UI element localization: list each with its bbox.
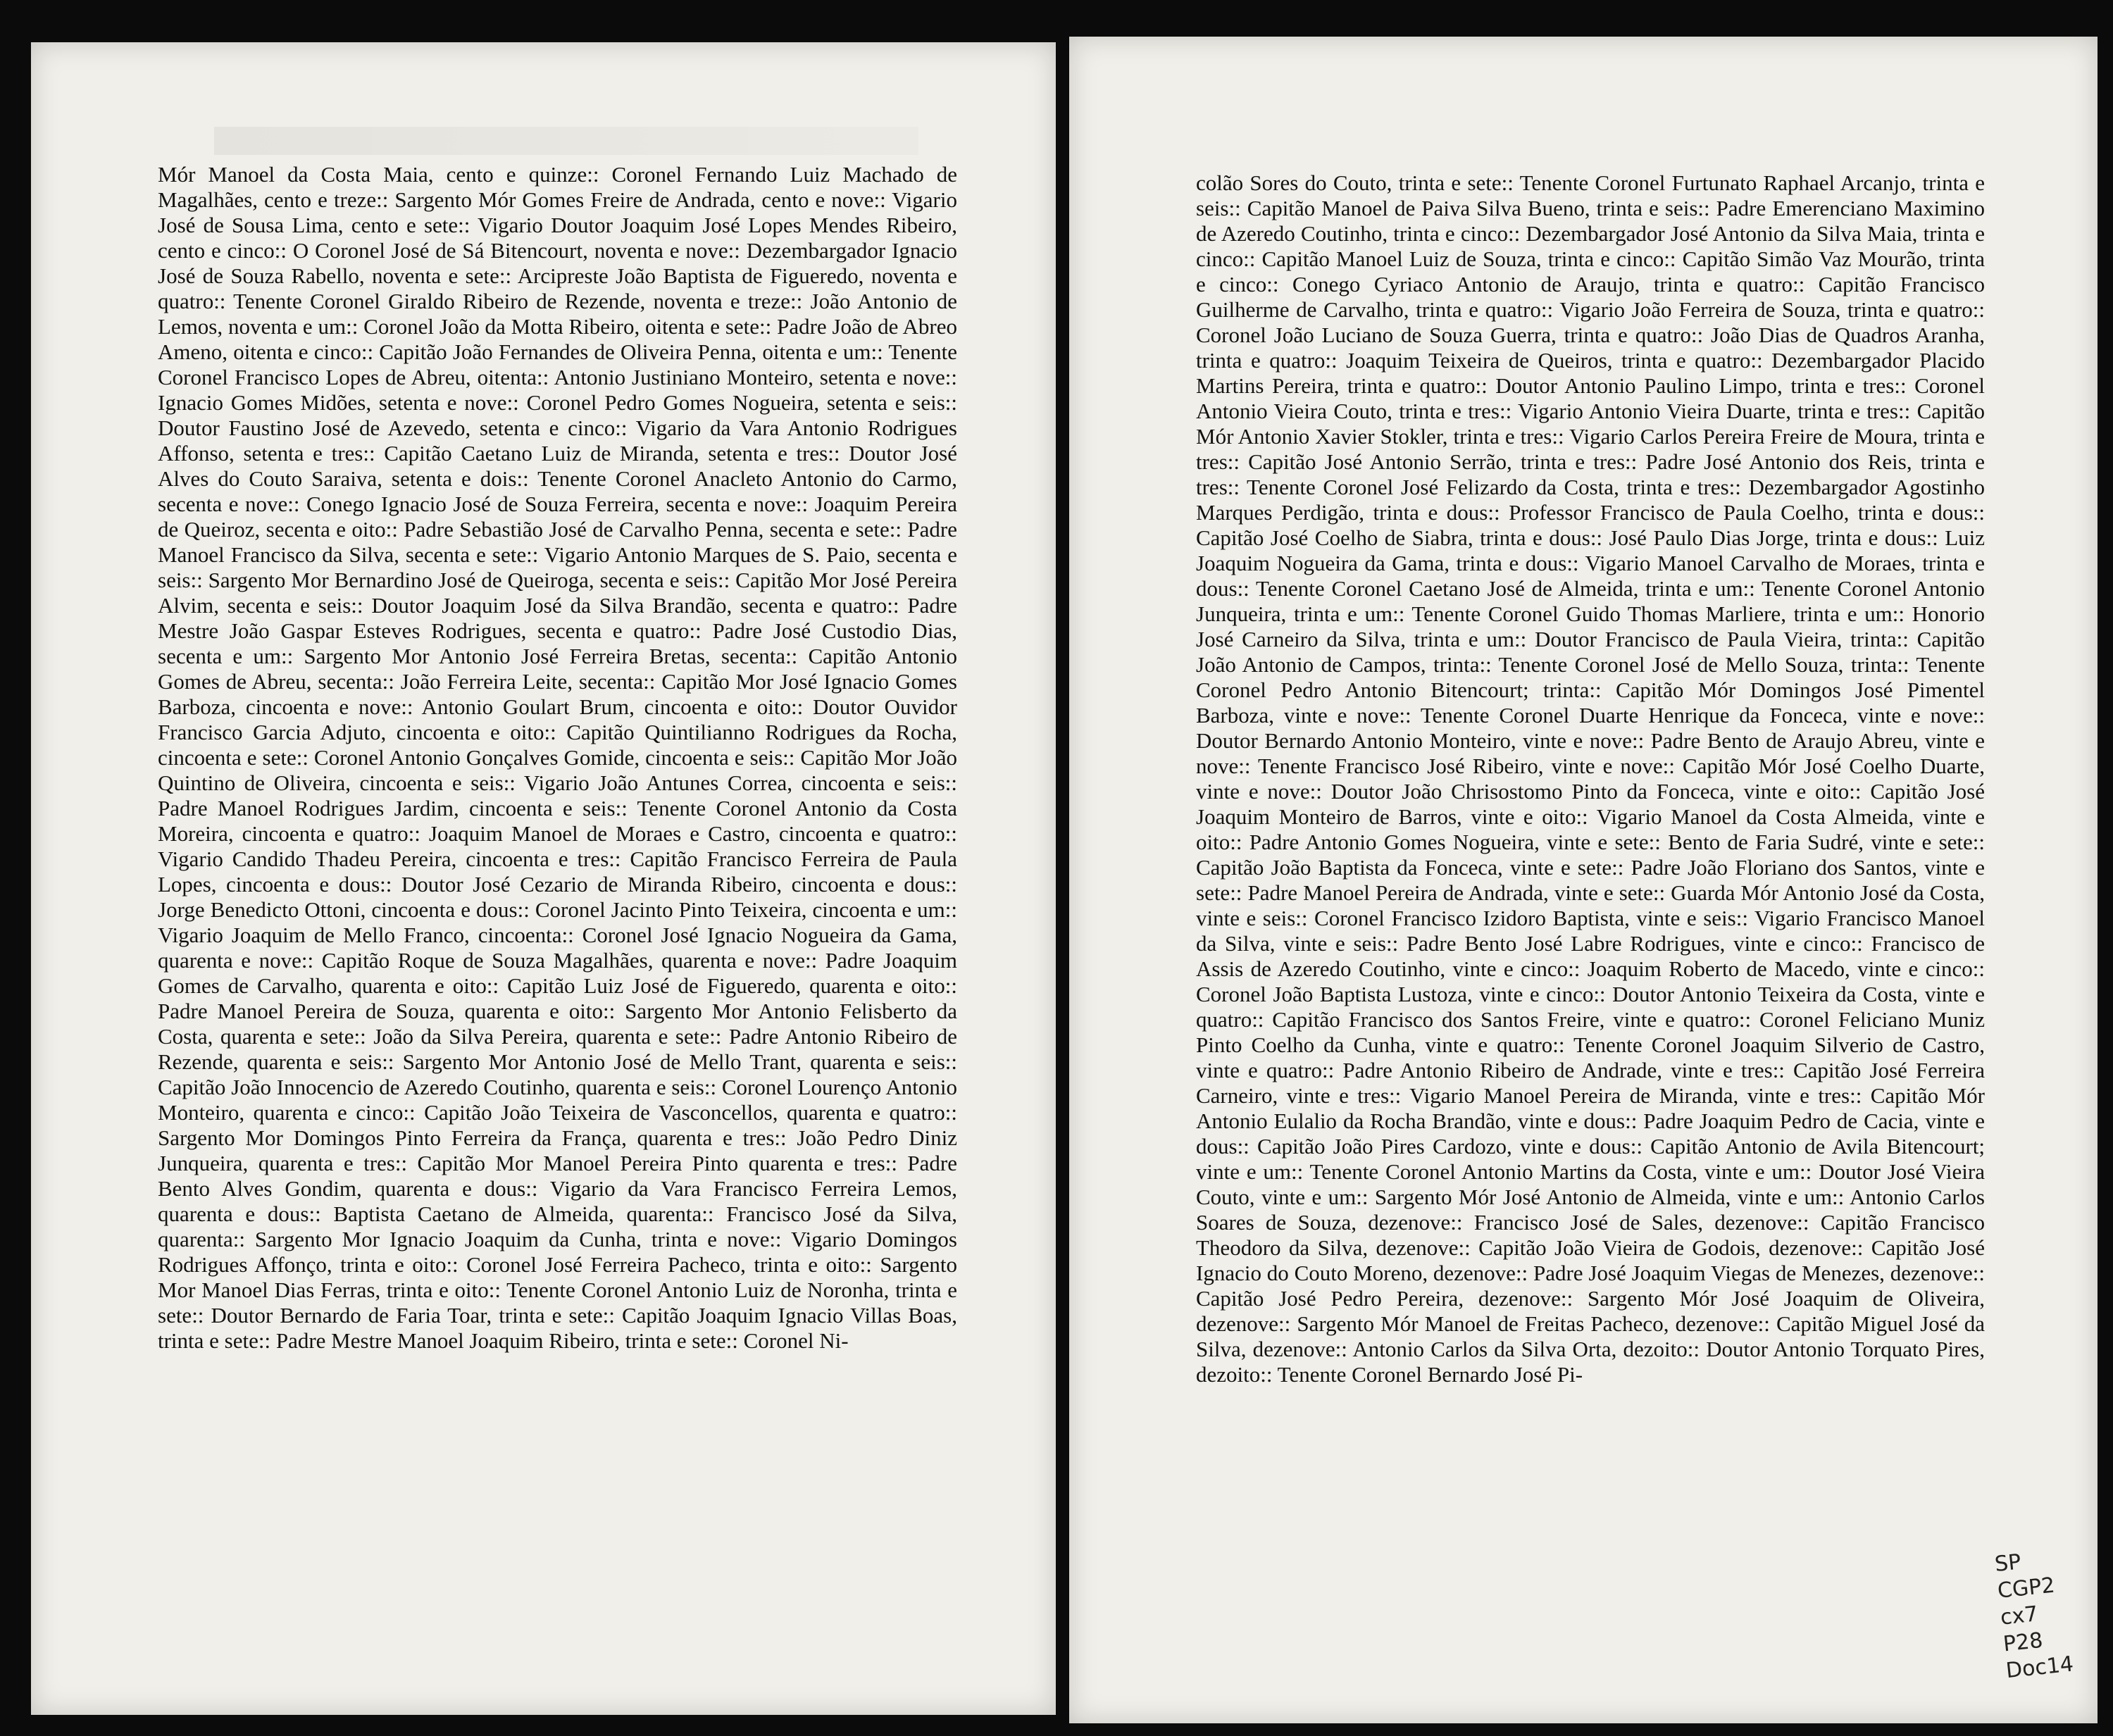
archive-reference-note: [1993, 1544, 2084, 1685]
left-page-text: Mór Manoel da Costa Maia, cento e quinze:: Coronel Fernando Luiz Machado de Magalhães, cento e treze:: Sargento Mór Gomes Freire de Andrada, cento e nove:: Vigario José de Sousa Lima, cento e sete:: Vigario Doutor Joaquim José Lopes Mendes Ribeiro, cento e cinco:: O Coronel José de Sá Bitencourt, noventa e nove:: Dezembargador Ignacio José de Souza Rabello, noventa e sete:: Arcipreste João Baptista de Figueredo, noventa e quatro:: Tenente Coronel Giraldo Ribeiro de Rezende, noventa e treze:: João Antonio de Lemos, noventa e um:: Coronel João da Motta Ribeiro, oitenta e sete:: Padre João de Abreo Ameno, oitenta e cinco:: Capitão João Fernandes de Oliveira Penna, oitenta e um:: Tenente Coronel Francisco Lopes de Abreu, oitenta:: Antonio Justiniano Monteiro, setenta e nove:: Ignacio Gomes Midões, setenta e nove:: Coronel Pedro Gomes Nogueira, setenta e seis:: Doutor Faustino José de Azevedo, setenta e cinco:: Vigario da Vara Antonio Rodrigues Affonso, setenta e tres:: Capitão Caetano Luiz de Miranda, setenta e tres:: Doutor José Alves do Couto Saraiva, setenta e dois:: Tenente Coronel Anacleto Antonio do Carmo, secenta e nove:: Conego Ignacio José de Souza Ferreira, secenta e nove:: Joaquim Pereira de Queiroz, secenta e oito:: Padre Sebastião José de Carvalho Penna, secenta e sete:: Padre Manoel Francisco da Silva, secenta e sete:: Vigario Antonio Marques de S. Paio, secenta e seis:: Sargento Mor Bernardino José de Queiroga, secenta e seis:: Capitão Mor José Pereira Alvim, secenta e seis:: Doutor Joaquim José da Silva Brandão, secenta e quatro:: Padre Mestre João Gaspar Esteves Rodrigues, secenta e quatro:: Padre José Custodio Dias, secenta e um:: Sargento Mor Antonio José Ferreira Bretas, secenta:: Capitão Antonio Gomes de Abreu, secenta:: João Ferreira Leite, secenta:: Capitão Mor José Ignacio Gomes Barboza, cincoenta e nove:: Antonio Goulart Brum, cincoenta e oito:: Doutor Ouvidor Francisco Garcia Adjuto, cincoenta e oito:: Capitão Quintilianno Rodrigues da Rocha, cincoenta e sete:: Coronel Antonio Gonçalves Gomide, cincoenta e seis:: Capitão Mor João Quintino de Oliveira, cincoenta e seis:: Vigario João Antunes Correa, cincoenta e seis:: Padre Manoel Rodrigues Jardim, cincoenta e seis:: Tenente Coronel Antonio da Costa Moreira, cincoenta e quatro:: Joaquim Manoel de Moraes e Castro, cincoenta e quatro:: Vigario Candido Thadeu Pereira, cincoenta e tres:: Capitão Francisco Ferreira de Paula Lopes, cincoenta e dous:: Doutor José Cezario de Miranda Ribeiro, cincoenta e dous:: Jorge Benedicto Ottoni, cincoenta e dous:: Coronel Jacinto Pinto Teixeira, cincoenta e um:: Vigario Joaquim de Mello Franco, cincoenta:: Coronel José Ignacio Nogueira da Gama, quarenta e nove:: Capitão Roque de Souza Magalhães, quarenta e nove:: Padre Joaquim Gomes de Carvalho, quarenta e oito:: Capitão Luiz José de Figueredo, quarenta e oito:: Padre Manoel Pereira de Souza, quarenta e oito:: Sargento Mor Antonio Felisberto da Costa, quarenta e sete:: João da Silva Pereira, quarenta e sete:: Padre Antonio Ribeiro de Rezende, quarenta e seis:: Sargento Mor Antonio José de Mello Trant, quarenta e seis:: Capitão João Innocencio de Azeredo Coutinho, quarenta e seis:: Coronel Lourenço Antonio Monteiro, quarenta e cinco:: Capitão João Teixeira de Vasconcellos, quarenta e quatro:: Sargento Mor Domingos Pinto Ferreira da França, quarenta e tres:: João Pedro Diniz Junqueira, quarenta e tres:: Capitão Mor Manoel Pereira Pinto quarenta e tres:: Padre Bento Alves Gondim, quarenta e dous:: Vigario da Vara Francisco Ferreira Lemos, quarenta e dous:: Baptista Caetano de Almeida, quarenta:: Francisco José da Silva, quarenta:: Sargento Mor Ignacio Joaquim da Cunha, trinta e nove:: Vigario Domingos Rodrigues Affonço, trinta e oito:: Coronel José Ferreira Pacheco, trinta e oito:: Sargento Mor Manoel Dias Ferras, trinta e oito:: Tenente Coronel Antonio Luiz de Noronha, trinta e sete:: Doutor Bernardo de Faria Toar, trinta e sete:: Capitão Joaquim Ignacio Villas Boas, trinta e sete:: Padre Mestre Manoel Joaquim Ribeiro, trinta e sete:: Coronel Ni-: [158, 162, 957, 1353]
archive-note-line: P28: [2002, 1628, 2045, 1657]
archive-note-line: cx7: [1999, 1601, 2040, 1630]
left-page: [31, 42, 1056, 1715]
bleed-through-shadow: [214, 127, 918, 155]
right-page-text: colão Sores do Couto, trinta e sete:: Tenente Coronel Furtunato Raphael Arcanjo, trinta e seis:: Capitão Manoel de Paiva Silva Bueno, trinta e seis:: Padre Emerenciano Maximino de Azeredo Coutinho, trinta e cinco:: Dezembargador José Antonio da Silva Maia, trinta e cinco:: Capitão Manoel Luiz de Souza, trinta e cinco:: Capitão Simão Vaz Mourão, trinta e cinco:: Conego Cyriaco Antonio de Araujo, trinta e quatro:: Capitão Francisco Guilherme de Carvalho, trinta e quatro:: Vigario João Ferreira de Souza, trinta e quatro:: Coronel João Luciano de Souza Guerra, trinta e quatro:: João Dias de Quadros Aranha, trinta e quatro:: Joaquim Teixeira de Queiros, trinta e quatro:: Dezembargador Placido Martins Pereira, trinta e quatro:: Doutor Antonio Paulino Limpo, trinta e tres:: Coronel Antonio Vieira Couto, trinta e tres:: Vigario Antonio Vieira Duarte, trinta e tres:: Capitão Mór Antonio Xavier Stokler, trinta e tres:: Vigario Carlos Pereira Freire de Moura, trinta e tres:: Capitão José Antonio Serrão, trinta e tres:: Padre José Antonio dos Reis, trinta e tres:: Tenente Coronel José Felizardo da Costa, trinta e tres:: Dezembargador Agostinho Marques Perdigão, trinta e dous:: Professor Francisco de Paula Coelho, trinta e dous:: Capitão José Coelho de Siabra, trinta e dous:: José Paulo Dias Jorge, trinta e dous:: Luiz Joaquim Nogueira da Gama, trinta e dous:: Vigario Manoel Carvalho de Moraes, trinta e dous:: Tenente Coronel Caetano José de Almeida, trinta e um:: Tenente Coronel Antonio Junqueira, trinta e um:: Tenente Coronel Guido Thomas Marliere, trinta e um:: Honorio José Carneiro da Silva, trinta e um:: Doutor Francisco de Paula Vieira, trinta:: Capitão João Antonio de Campos, trinta:: Tenente Coronel José de Mello Souza, trinta:: Tenente Coronel Pedro Antonio Bitencourt; trinta:: Capitão Mór Domingos José Pimentel Barboza, vinte e nove:: Tenente Coronel Duarte Henrique da Fonceca, vinte e nove:: Doutor Bernardo Antonio Monteiro, vinte e nove:: Padre Bento de Araujo Abreu, vinte e nove:: Tenente Francisco José Ribeiro, vinte e nove:: Capitão Mór José Coelho Duarte, vinte e nove:: Doutor João Chrisostomo Pinto da Fonceca, vinte e oito:: Capitão José Joaquim Monteiro de Barros, vinte e oito:: Vigario Manoel da Costa Almeida, vinte e oito:: Padre Antonio Gomes Nogueira, vinte e sete:: Bento de Faria Sudré, vinte e sete:: Capitão João Baptista da Fonceca, vinte e sete:: Padre João Floriano dos Santos, vinte e sete:: Padre Manoel Pereira de Andrada, vinte e sete:: Guarda Mór Antonio José da Costa, vinte e seis:: Coronel Francisco Izidoro Baptista, vinte e seis:: Vigario Francisco Manoel da Silva, vinte e seis:: Padre Bento José Labre Rodrigues, vinte e cinco:: Francisco de Assis de Azeredo Coutinho, vinte e cinco:: Joaquim Roberto de Macedo, vinte e cinco:: Coronel João Baptista Lustoza, vinte e cinco:: Doutor Antonio Teixeira da Costa, vinte e quatro:: Capitão Francisco dos Santos Freire, vinte e quatro:: Coronel Feliciano Muniz Pinto Coelho da Cunha, vinte e quatro:: Tenente Coronel Joaquim Silverio de Castro, vinte e quatro:: Padre Antonio Ribeiro de Andrade, vinte e tres:: Capitão José Ferreira Carneiro, vinte e tres:: Vigario Manoel Pereira de Miranda, vinte e tres:: Capitão Mór Antonio Eulalio da Rocha Brandão, vinte e dous:: Padre Joaquim Pedro de Cacia, vinte e dous:: Capitão João Pires Cardozo, vinte e dous:: Capitão Antonio de Avila Bitencourt; vinte e um:: Tenente Coronel Antonio Martins da Costa, vinte e um:: Doutor José Vieira Couto, vinte e um:: Sargento Mór José Antonio de Almeida, vinte e um:: Antonio Carlos Soares de Souza, dezenove:: Francisco José de Sales, dezenove:: Capitão Francisco Theodoro da Silva, dezenove:: Capitão João Vieira de Godois, dezenove:: Capitão José Ignacio do Couto Moreno, dezenove:: Padre José Joaquim Viegas de Menezes, dezenove:: Capitão José Pedro Pereira, dezenove:: Sargento Mór José Joaquim de Oliveira, dezenove:: Sargento Mór Manoel de Freitas Pacheco, dezenove:: Capitão Miguel José da Silva, dezenove:: Antonio Carlos da Silva Orta, dezoito:: Doutor Antonio Torquato Pires, dezoito:: Tenente Coronel Bernardo José Pi-: [1196, 170, 1985, 1387]
right-page: [1069, 37, 2098, 1723]
archive-note-line: CGP2: [1996, 1573, 2057, 1604]
archive-note-line: SP: [1993, 1549, 2023, 1578]
archive-note-line: Doc14: [2005, 1651, 2075, 1684]
